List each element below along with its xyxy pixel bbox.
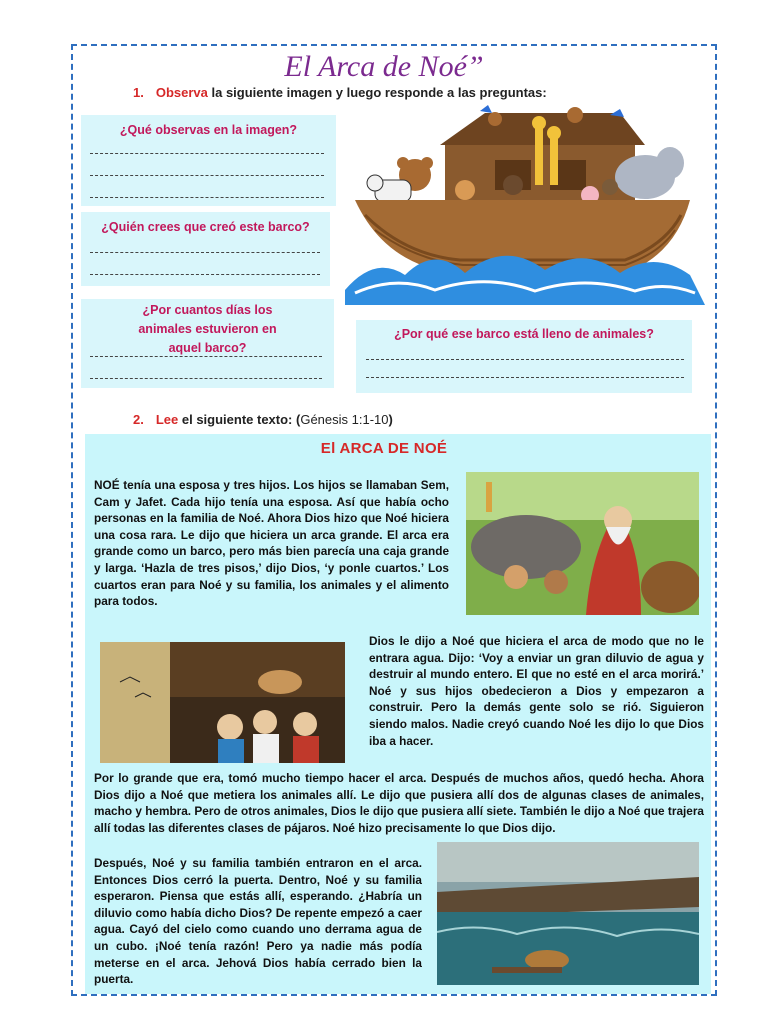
answer-line[interactable] <box>90 175 324 176</box>
instruction-1-text: la siguiente imagen y luego responde a las preguntas: <box>207 85 547 100</box>
reading-paragraph-2: Dios le dijo a Noé que hiciera el arca de modo que no le entrara agua. Dijo: ‘Voy a enviar un gran diluvio de agua y destruir al mundo entero. El que no esté en el arca morirá.’ Noé y sus hijos obedecieron a Dios y empezaron a construir. Pero la demás gente solo se rió. Siguieron siendo malos. Nadie creyó cuando Noé les dijo lo que Dios iba a hacer. <box>369 634 704 748</box>
instruction-2-number: 2. <box>133 412 144 427</box>
reading-title: El ARCA DE NOÉ <box>320 440 448 457</box>
instruction-2-text: el siguiente texto: ( <box>178 412 301 427</box>
page-title: El Arca de Noé” <box>284 50 484 83</box>
answer-line[interactable] <box>90 252 320 253</box>
reading-paragraph-4: Después, Noé y su familia también entraron en el arca. Entonces Dios cerró la puerta. Dentro, Noé y su familia esperaron. Piensa que estás allí, esperando. ¿Habría un diluvio como había dicho Dios? De repente empezó a caer agua. Cayó del cielo como cuando uno derrama agua de un cubo. ¡Noé tenía razón! Pero ya nadie más podía meterse en el arca. Jehová Dios había cerrado bien la puerta. <box>94 856 422 987</box>
question-1: ¿Qué observas en la imagen? <box>119 123 298 137</box>
instruction-2-keyword: Lee <box>155 412 179 427</box>
instruction-1-keyword: Observa <box>155 85 208 100</box>
reading-paragraph-3: Por lo grande que era, tomó mucho tiempo hacer el arca. Después de muchos años, quedó hecha. Ahora Dios dijo a Noé que metiera los animales allí. Le dijo que pusiera allí dos de algunas clases de animales, macho y hembra. Pero de otros animales, Dios le dijo que pusiera allí siete. También le dijo a Noé que trajera allí todas las diferentes clases de pájaros. Noé hizo precisamente lo que Dios dijo. <box>94 771 704 835</box>
bible-reference: Génesis 1:1-10 <box>300 412 389 427</box>
question-box-1 <box>81 115 336 206</box>
answer-line[interactable] <box>366 359 684 360</box>
answer-line[interactable] <box>90 274 320 275</box>
answer-line[interactable] <box>90 356 322 357</box>
answer-line[interactable] <box>90 153 324 154</box>
question-box-4 <box>356 320 692 393</box>
answer-line[interactable] <box>90 378 322 379</box>
question-3: ¿Por cuantos días los animales estuvieron en aquel barco? <box>138 303 277 355</box>
ark-boarding-illustration <box>100 642 345 763</box>
question-2: ¿Quién crees que creó este barco? <box>101 220 310 234</box>
instruction-2-close: ) <box>388 412 393 427</box>
question-box-3 <box>81 299 334 388</box>
instruction-1 <box>133 85 547 100</box>
noah-ark-illustration <box>345 105 705 305</box>
instruction-2 <box>133 412 393 427</box>
noah-animals-illustration <box>466 472 699 615</box>
instruction-1-number: 1. <box>133 85 144 100</box>
answer-line[interactable] <box>366 377 684 378</box>
flood-illustration <box>437 842 699 985</box>
reading-paragraph-1: NOÉ tenía una esposa y tres hijos. Los hijos se llamaban Sem, Cam y Jafet. Cada hijo tenía una esposa. Así que había ocho personas en la familia de Noé. Ahora Dios hizo que Noé hiciera una cosa rara. Le dijo que hiciera un arca grande. El arca era grande como un barco, pero más bien parecía una caja grande y larga. ‘Hazla de tres pisos,’ dijo Dios, ‘y ponle cuartos.’ Los cuartos eran para Noé y su familia, los animales y el alimento para todos. <box>94 478 449 609</box>
answer-line[interactable] <box>90 197 324 198</box>
question-4: ¿Por qué ese barco está lleno de animales? <box>394 327 654 341</box>
